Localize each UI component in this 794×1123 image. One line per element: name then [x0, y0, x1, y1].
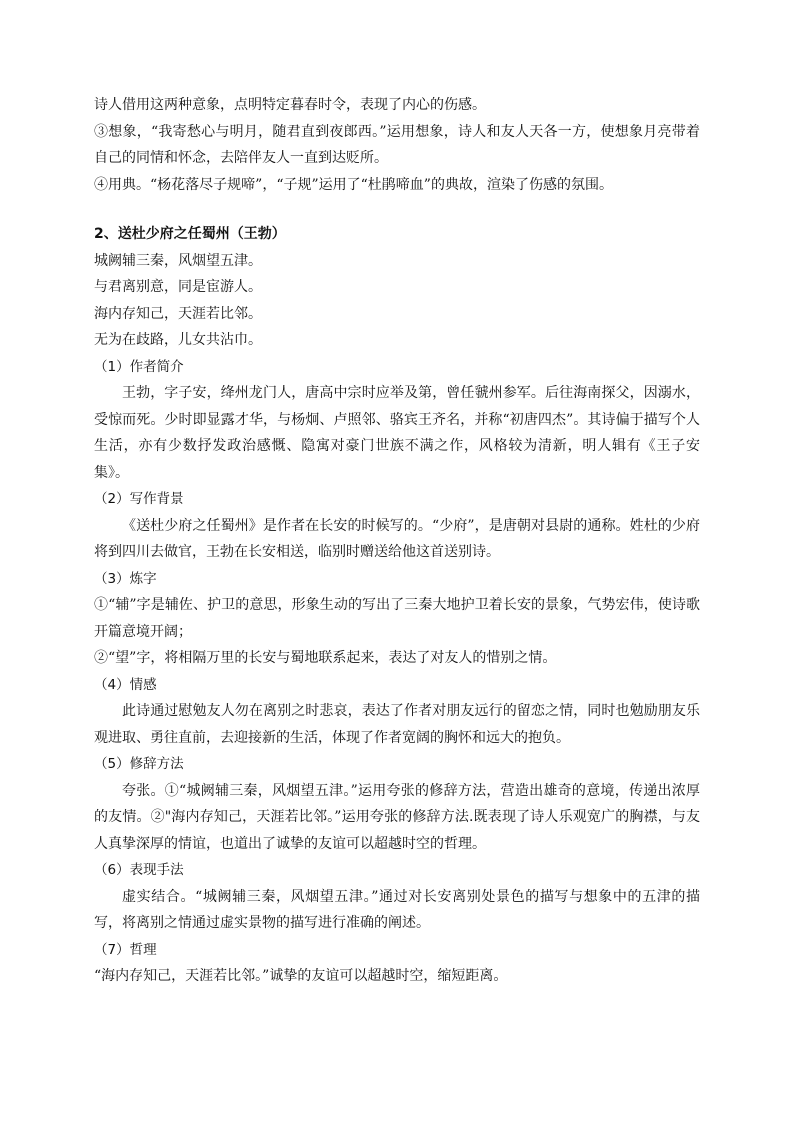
section-word-point-2: ②“望”字，将相隔万里的长安与蜀地联系起来，表达了对友人的惜别之情。	[94, 650, 557, 666]
poem-line-4: 无为在歧路，儿女共沾巾。	[94, 332, 262, 348]
paragraph-imagination: ③想象，“我寄愁心与明月，随君直到夜郎西。”运用想象，诗人和友人天各一方，使想象月亮带着自己的同情和怀念，去陪伴友人一直到达贬所。	[94, 123, 700, 166]
section-author-title: （1）作者简介	[94, 358, 184, 375]
section-word-point-1: ①“辅”字是辅佐、护卫的意思，形象生动的写出了三秦大地护卫着长安的景象，气势宏伟，使诗歌开篇意境开阔；	[94, 597, 700, 640]
section-technique-title: （6）表现手法	[94, 862, 184, 878]
section-emotion-body: 此诗通过慰勉友人勿在离别之时悲哀，表达了作者对朋友远行的留恋之情，同时也勉励朋友乐观进取、勇往直前，去迎接新的生活，体现了作者宽阔的胸怀和远大的抱负。	[94, 703, 700, 746]
document-content	[94, 92, 700, 990]
paragraph-intro-continuation: 诗人借用这两种意象，点明特定暮春时令，表现了内心的伤感。	[94, 97, 486, 113]
poem-line-3: 海内存知己，天涯若比邻。	[94, 305, 262, 322]
section-rhetoric-body: 夸张。①“城阙辅三秦，风烟望五津。”运用夸张的修辞方法，营造出雄奇的意境，传递出浓厚的友情。②"海内存知己，天涯若比邻。”运用夸张的修辞方法.既表现了诗人乐观宽广的胸襟，与友人真挚深厚的情谊，也道出了诚挚的友谊可以超越时空的哲理。	[94, 782, 700, 852]
section-philosophy-title: （7）哲理	[94, 941, 157, 958]
section-word-title: （3）炼字	[94, 570, 157, 587]
poem-line-1: 城阙辅三秦，风烟望五津。	[94, 252, 262, 269]
section-philosophy-body: “海内存知己，天涯若比邻。”诚挚的友谊可以超越时空，缩短距离。	[94, 968, 508, 984]
section-technique-body: 虚实结合。“城阙辅三秦，风烟望五津。”通过对长安离别处景色的描写与想象中的五津的描写，将离别之情通过虚实景物的描写进行准确的阐述。	[94, 888, 700, 931]
paragraph-allusion: ④用典。“杨花落尽子规啼”，“子规”运用了“杜鹃啼血”的典故，渲染了伤感的氛围。	[94, 176, 613, 193]
section-emotion-title: （4）情感	[94, 676, 157, 693]
section-rhetoric-title: （5）修辞方法	[94, 756, 184, 772]
section-background-title: （2）写作背景	[94, 491, 184, 507]
section-author-body: 王勃，字子安，绛州龙门人，唐高中宗时应举及第，曾任虢州参军。后往海南探父，因溺水，受惊而死。少时即显露才华，与杨炯、卢照邻、骆宾王齐名，并称“初唐四杰”。其诗偏于描写个人生活，亦有少数抒发政治感慨、隐寓对豪门世族不满之作，风格较为清新，明人辑有《王子安集》。	[94, 385, 700, 481]
poem-line-2: 与君离别意，同是宦游人。	[94, 279, 262, 295]
section-background-body: 《送杜少府之任蜀州》是作者在长安的时候写的。“少府”，是唐朝对县尉的通称。姓杜的少府将到四川去做官，王勃在长安相送，临别时赠送给他这首送别诗。	[94, 517, 700, 560]
poem-title: 2、送杜少府之任蜀州（王勃）	[94, 226, 286, 242]
